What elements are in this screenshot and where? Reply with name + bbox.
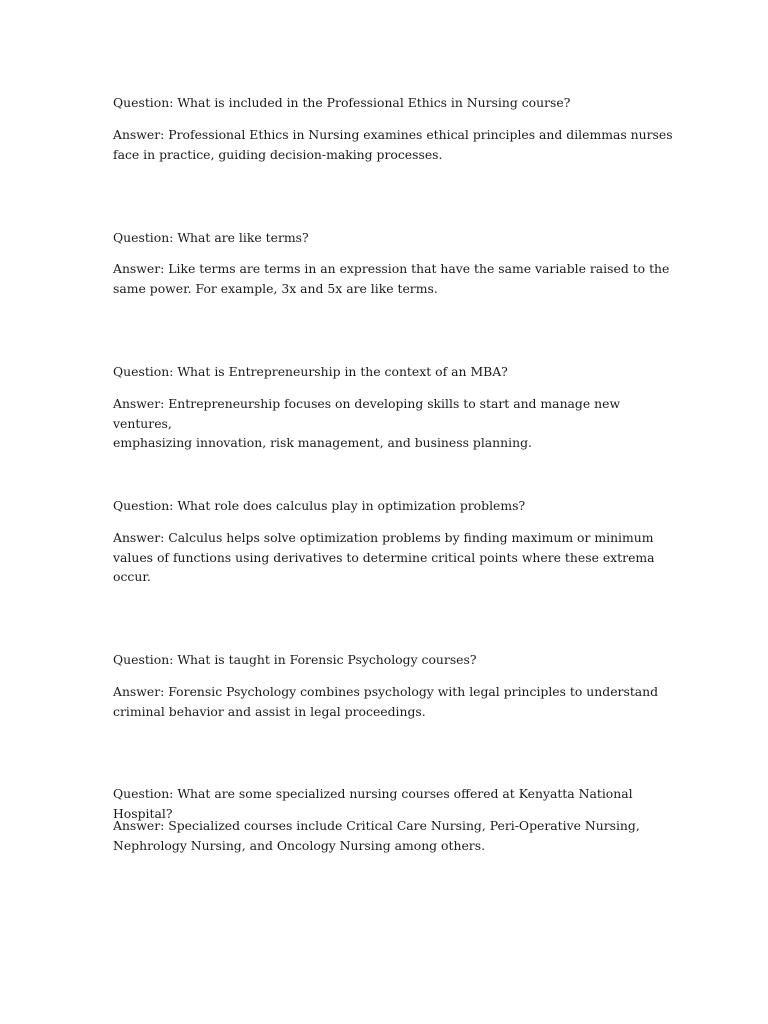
question-text: Question: What are like terms? [113,230,309,245]
answer-text: Answer: Entrepreneurship focuses on developing skills to start and manage new ventures, emphasizing innovation, risk management, and business planning. [113,396,621,450]
answer-text: Answer: Like terms are terms in an expression that have the same variable raised to the same power. For example, 3x and 5x are like terms. [113,261,670,296]
answer-text: Answer: Forensic Psychology combines psychology with legal principles to understand criminal behavior and assist in legal proceedings. [113,684,659,719]
question-text: Question: What role does calculus play in optimization problems? [113,498,526,513]
question-text: Question: What is included in the Professional Ethics in Nursing course? [113,95,571,110]
answer-text: Answer: Professional Ethics in Nursing examines ethical principles and dilemmas nurses face in practice, guiding decision-making processes. [113,127,673,162]
answer-text: Answer: Specialized courses include Critical Care Nursing, Peri-Operative Nursing, Nephrology Nursing, and Oncology Nursing among others. [113,818,640,853]
question-text: Question: What is Entrepreneurship in the context of an MBA? [113,364,508,379]
question-text: Question: What are some specialized nursing courses offered at Kenyatta National Hospital? [113,786,633,821]
question-text: Question: What is taught in Forensic Psychology courses? [113,652,477,667]
answer-text: Answer: Calculus helps solve optimization problems by finding maximum or minimum values of functions using derivatives to determine critical points where these extrema occur. [113,530,655,584]
